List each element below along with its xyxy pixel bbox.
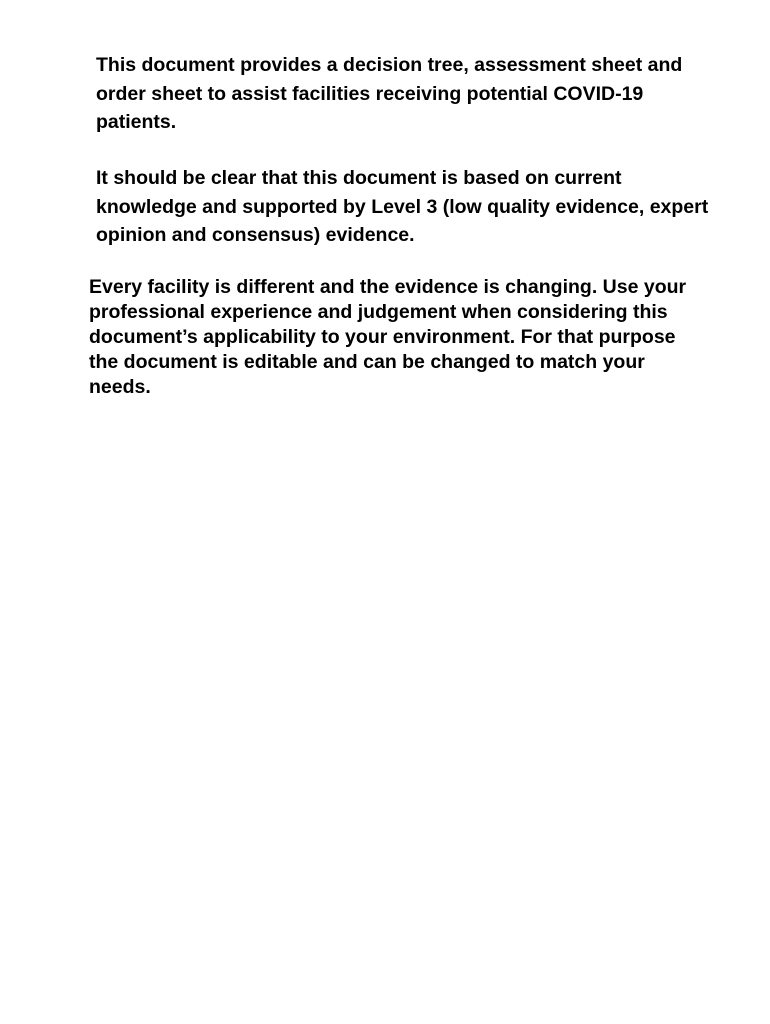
text-line: needs.: [89, 376, 151, 398]
text-line: Every facility is different and the evidence is changing. Use your: [89, 276, 687, 298]
text-line: opinion and consensus) evidence.: [96, 224, 415, 246]
text-line: It should be clear that this document is based on current: [96, 167, 622, 189]
text-line: knowledge and supported by Level 3 (low quality evidence, expert: [96, 195, 709, 218]
evidence-level-paragraph: [96, 164, 746, 250]
intro-paragraph: [96, 51, 746, 137]
text-line: the document is editable and can be changed to match your: [89, 351, 645, 373]
text-line: order sheet to assist facilities receiving potential COVID-19: [96, 82, 644, 105]
text-line: document’s applicability to your environment. For that purpose: [89, 326, 676, 348]
text-line: professional experience and judgement when considering this: [89, 301, 668, 323]
text-line: This document provides a decision tree, assessment sheet and: [96, 54, 683, 76]
text-line: patients.: [96, 111, 177, 133]
disclaimer-paragraph: [89, 275, 739, 400]
